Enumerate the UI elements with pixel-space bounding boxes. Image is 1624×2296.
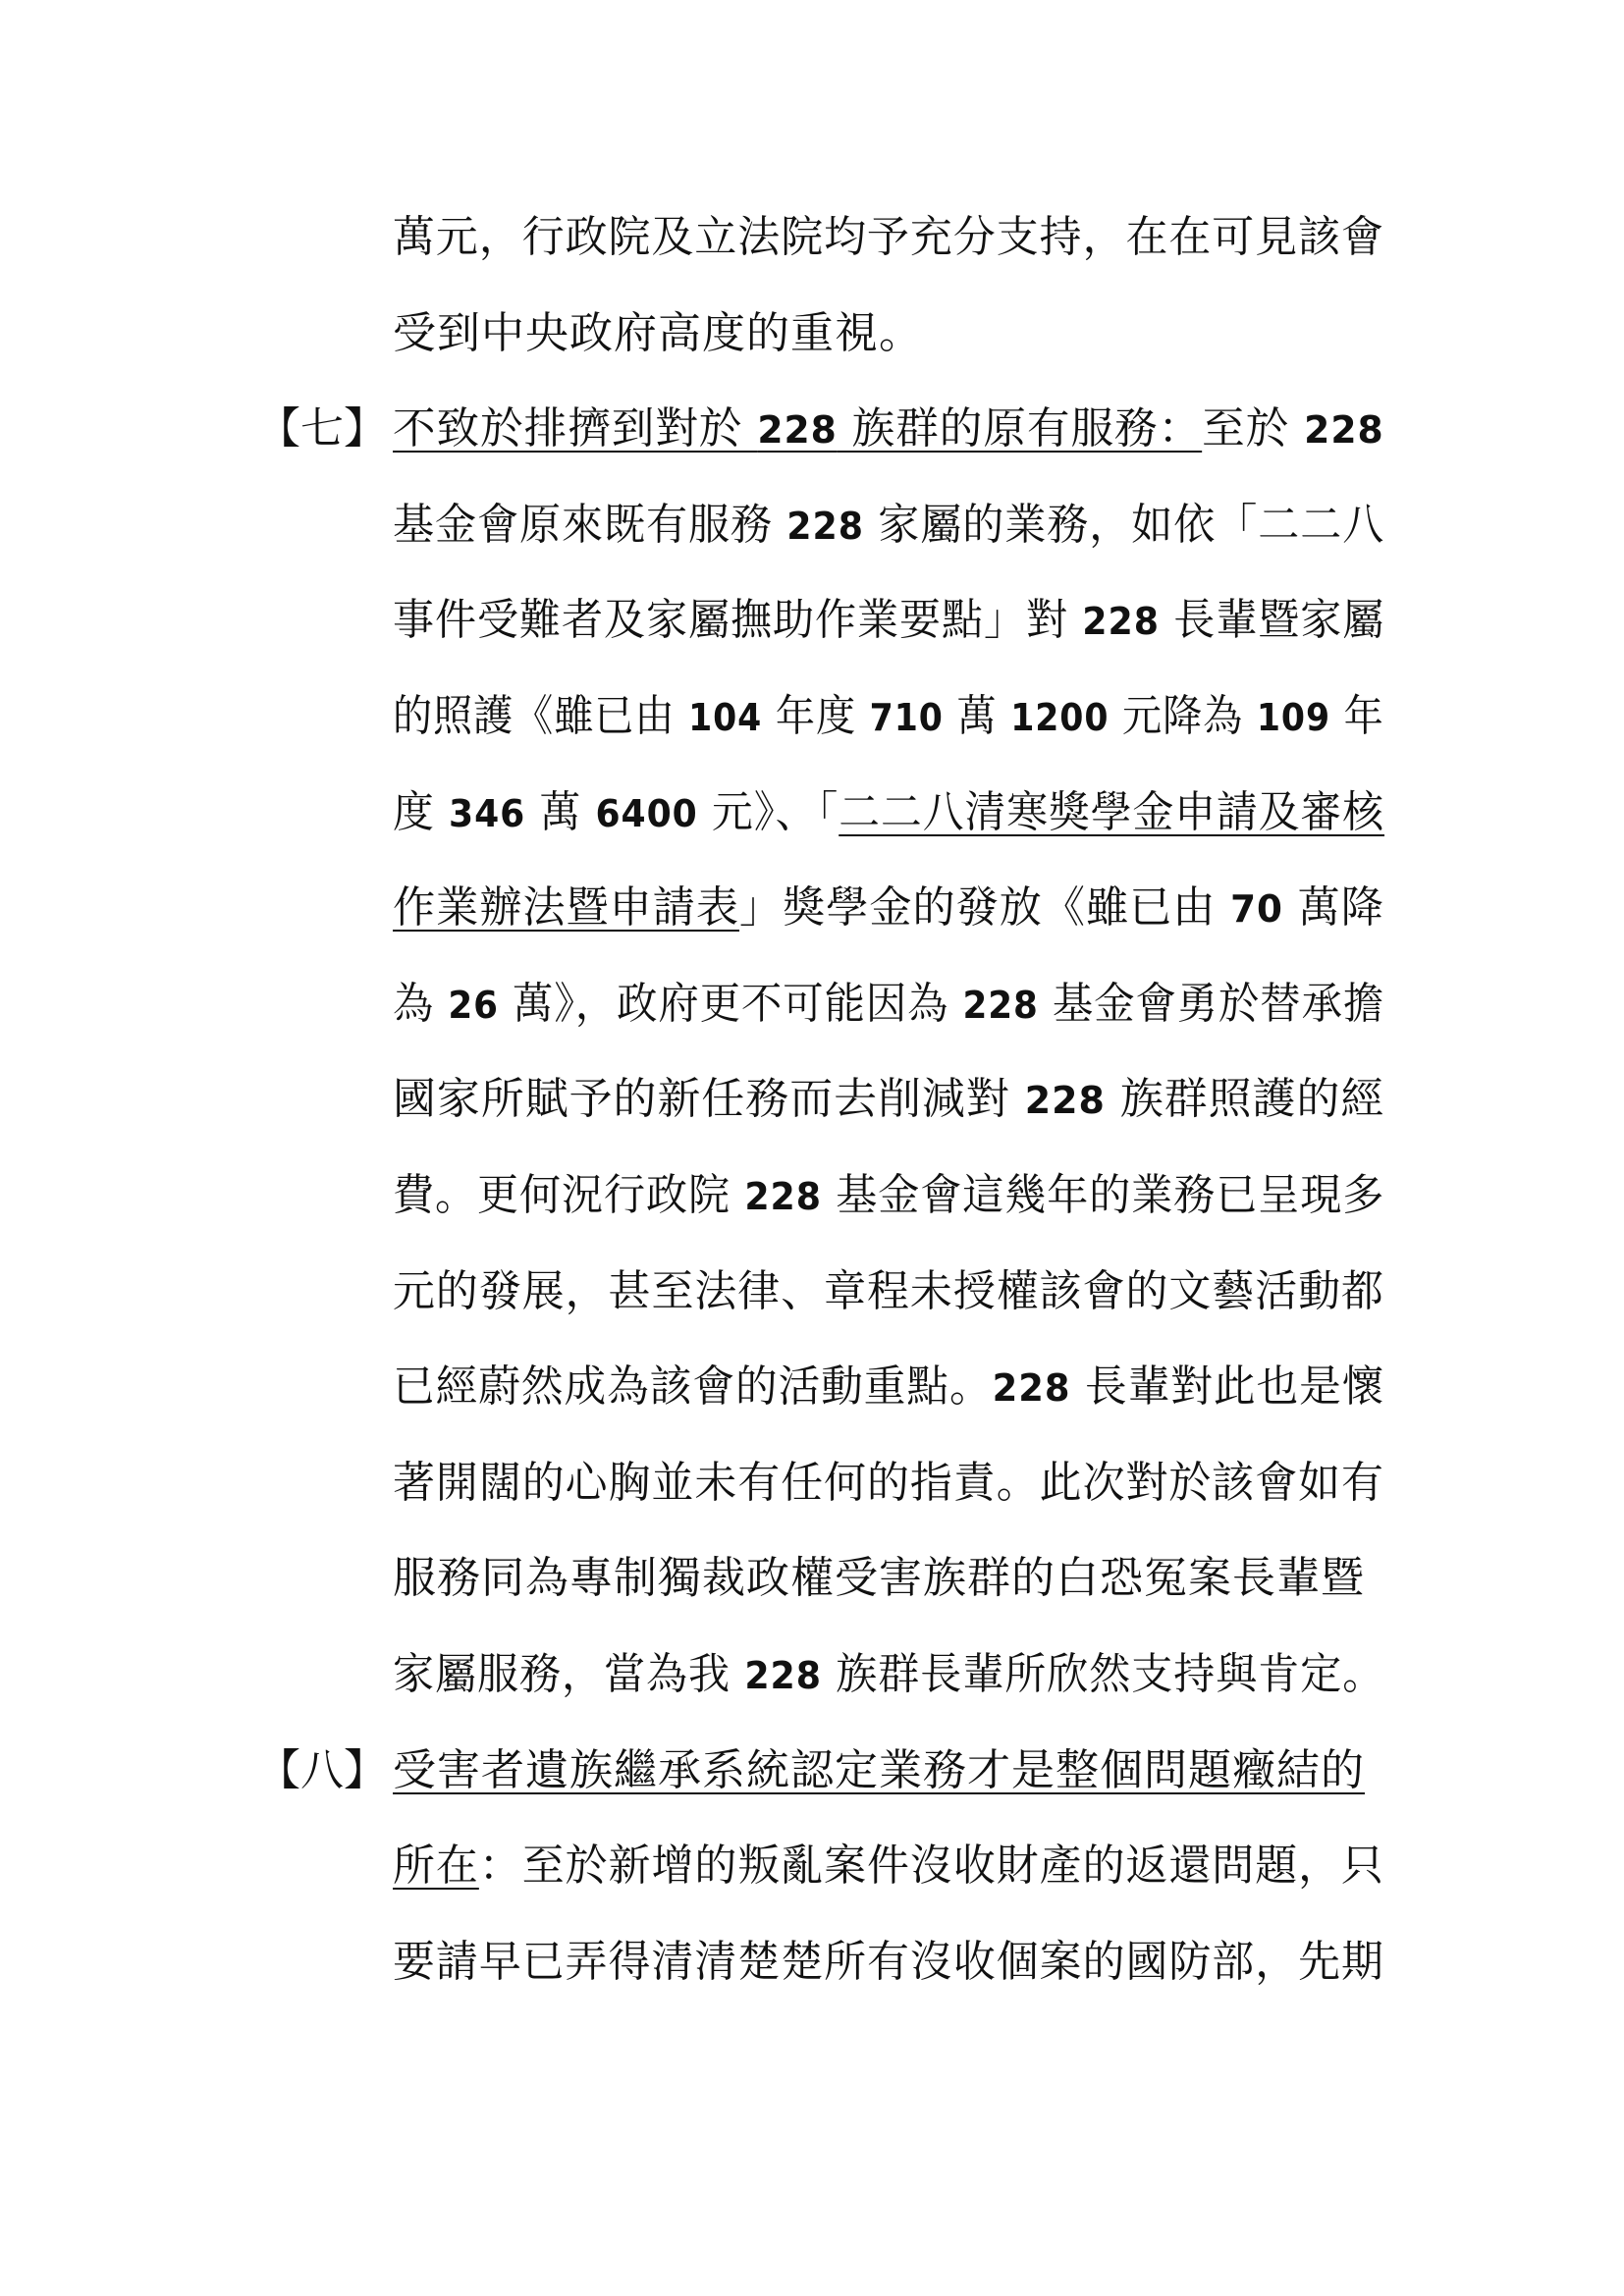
text-line (393, 1454, 1384, 1513)
underlined-text: 二二八清寒獎學金申請及審核 (839, 787, 1385, 837)
text-segment: 長輩對此也是懷 (1070, 1362, 1385, 1412)
text-line (393, 400, 1384, 459)
text-segment: 已經蔚然成為該會的活動重點。 (393, 1362, 993, 1412)
text-segment: 至於 (1202, 403, 1305, 454)
number-text: 228 (1024, 1079, 1106, 1122)
number-text: 228 (786, 505, 864, 548)
text-line (393, 975, 1384, 1035)
text-line (393, 1166, 1384, 1226)
text-segment: 服務同為專制獨裁政權受害族群的白恐冤案長輩暨 (393, 1553, 1365, 1603)
text-segment: 的照護《雖已由 (393, 691, 689, 741)
text-segment: 萬降 (1282, 882, 1384, 933)
text-segment: 基金會勇於替承擔 (1038, 979, 1385, 1029)
number-text: 228 (744, 1654, 822, 1697)
text-line (393, 1933, 1384, 1992)
text-segment: 家屬的業務，如依「二二八 (863, 500, 1385, 550)
text-segment: 事件受難者及家屬撫助作業要點」對 (393, 595, 1083, 645)
text-segment: 基金會這幾年的業務已呈現多 (821, 1170, 1385, 1220)
text-segment: 元》、「 (697, 787, 839, 837)
underlined-text: 228 (757, 408, 838, 452)
text-segment: 基金會原來既有服務 (393, 500, 787, 550)
text-segment: 受到中央政府高度的重視。 (393, 308, 923, 358)
number-text: 26 (448, 984, 499, 1027)
text-segment: 元的發展，甚至法律、章程未授權該會的文藝活動都 (393, 1266, 1384, 1316)
text-line (393, 1358, 1384, 1417)
text-segment: 為 (393, 979, 449, 1029)
number-text: 346 (449, 792, 526, 835)
text-line (393, 208, 1384, 267)
text-line (393, 1549, 1365, 1608)
number-text: 228 (1304, 408, 1384, 452)
underlined-text: 不致於排擠到對於 (393, 403, 758, 454)
text-line (393, 496, 1384, 556)
text-line (393, 783, 1384, 843)
text-segment: 著開闊的心胸並未有任何的指責。此次對於該會如有 (393, 1458, 1384, 1508)
text-segment: 要請早已弄得清清楚楚所有沒收個案的國防部，先期 (393, 1937, 1384, 1987)
section-marker: 【七】 (257, 403, 387, 454)
number-text: 1200 (1010, 696, 1110, 739)
number-text: 710 (869, 696, 944, 739)
text-segment: 長輩暨家屬 (1159, 595, 1385, 645)
text-line (393, 1837, 1384, 1896)
number-text: 228 (744, 1175, 822, 1218)
text-segment: 國家所賦予的新任務而去削減對 (393, 1074, 1025, 1124)
text-line (393, 1741, 1365, 1800)
text-line (393, 591, 1384, 651)
text-segment: 族群長輩所欣然支持與肯定。 (821, 1649, 1385, 1699)
text-segment: 萬》，政府更不可能因為 (498, 979, 963, 1029)
text-segment: ：至於新增的叛亂案件沒收財產的返還問題，只 (478, 1841, 1384, 1891)
text-segment: 元降為 (1109, 691, 1257, 741)
number-text: 104 (688, 696, 763, 739)
text-segment: 」獎學金的發放《雖已由 (739, 882, 1231, 933)
number-text: 70 (1230, 887, 1283, 931)
number-text: 228 (962, 984, 1039, 1027)
section-marker: 【八】 (257, 1745, 387, 1795)
number-text: 6400 (595, 792, 698, 835)
text-segment: 年 (1330, 691, 1384, 741)
text-line (393, 687, 1384, 747)
text-segment: 萬元，行政院及立法院均予充分支持，在在可見該會 (393, 212, 1384, 262)
text-segment: 萬 (525, 787, 596, 837)
underlined-text: 所在 (393, 1841, 479, 1891)
text-line (393, 1070, 1384, 1130)
number-text: 228 (992, 1366, 1071, 1410)
text-segment: 費。更何況行政院 (393, 1170, 745, 1220)
text-line (393, 304, 923, 363)
text-segment: 家屬服務，當為我 (393, 1649, 745, 1699)
text-segment: 萬 (943, 691, 1011, 741)
number-text: 109 (1256, 696, 1331, 739)
text-line (393, 1262, 1384, 1321)
number-text: 228 (1082, 600, 1160, 643)
text-line (393, 879, 1384, 938)
text-line (393, 1645, 1384, 1705)
underlined-text: 族群的原有服務： (837, 403, 1203, 454)
text-segment: 族群照護的經 (1105, 1074, 1385, 1124)
underlined-text: 作業辦法暨申請表 (393, 882, 740, 933)
text-segment: 年度 (762, 691, 870, 741)
text-segment: 度 (393, 787, 450, 837)
underlined-text: 受害者遺族繼承系統認定業務才是整個問題癥結的 (393, 1745, 1365, 1795)
